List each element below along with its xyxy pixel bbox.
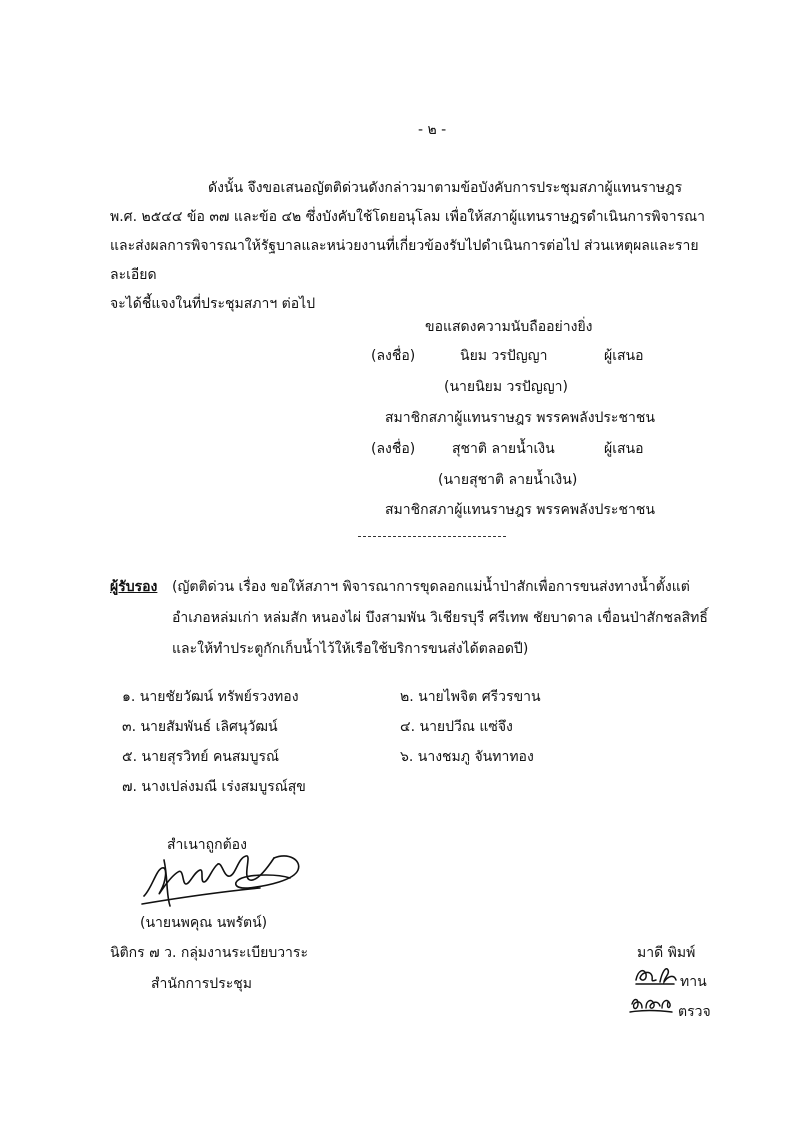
reviewed-label: ทาน bbox=[680, 974, 707, 990]
signed-label-2: (ลงชื่อ) bbox=[371, 441, 416, 457]
checker-initials bbox=[628, 994, 674, 1016]
endorser-item: ๕. นายสุรวิทย์ คนสมบูรณ์ bbox=[122, 749, 280, 765]
motion-line: (ญัตติด่วน เรื่อง ขอให้สภาฯ พิจารณาการขุดลอกแม่น้ำป่าสักเพื่อการขนส่งทางน้ำตั้งแต่ bbox=[172, 579, 690, 595]
motion-line: และให้ทำประตูกักเก็บน้ำไว้ให้เรือใช้บริการขนส่งได้ตลอดปี) bbox=[172, 641, 529, 657]
paragraph-line: พ.ศ. ๒๕๔๔ ข้อ ๓๗ และข้อ ๔๒ ซึ่งบังคับใช้โดยอนุโลม เพื่อให้สภาผู้แทนราษฎรดำเนินการพิจารณา bbox=[110, 209, 706, 225]
signer2-name: สุชาติ ลายน้ำเงิน bbox=[452, 441, 555, 457]
signer1-fullname: (นายนิยม วรปัญญา) bbox=[444, 379, 568, 395]
checked-label: ตรวจ bbox=[678, 1004, 711, 1020]
closing-respect: ขอแสดงความนับถืออย่างยิ่ง bbox=[425, 319, 593, 335]
paragraph-line bbox=[110, 174, 735, 203]
certifier-name: (นายนพคุณ นพรัตน์) bbox=[140, 915, 268, 931]
endorser-item: ๑. นายชัยวัฒน์ ทรัพย์รวงทอง bbox=[122, 689, 299, 705]
section-divider bbox=[358, 536, 506, 537]
reviewer-initials bbox=[634, 964, 678, 986]
motion-line: อำเภอหล่มเก่า หล่มสัก หนองไผ่ บึงสามพัน วิเชียรบุรี ศรีเทพ ชัยบาดาล เขื่อนป่าสักชลสิทธิ์ bbox=[172, 610, 708, 626]
paragraph-line: และส่งผลการพิจารณาให้รัฐบาลและหน่วยงานที่เกี่ยวข้องรับไปดำเนินการต่อไป ส่วนเหตุผลและรายละเอียด bbox=[110, 238, 699, 283]
proposer-label-2: ผู้เสนอ bbox=[604, 441, 644, 457]
endorser-item: ๒. นายไพจิต ศรีวรขาน bbox=[400, 689, 541, 705]
copy-correct-label: สำเนาถูกต้อง bbox=[167, 837, 247, 853]
typist-line: มาดี พิมพ์ bbox=[637, 945, 696, 961]
endorser-item: ๖. นางชมภู จันทาทอง bbox=[400, 749, 534, 765]
certifier-position: นิติกร ๗ ว. กลุ่มงานระเบียบวาระ bbox=[110, 945, 308, 961]
signer2-title: สมาชิกสภาผู้แทนราษฎร พรรคพลังประชาชน bbox=[385, 502, 655, 518]
paragraph-line-text: ดังนั้น จึงขอเสนอญัตติด่วนดังกล่าวมาตามข้อบังคับการประชุมสภาผู้แทนราษฎร bbox=[208, 180, 683, 196]
signer1-name: นิยม วรปัญญา bbox=[460, 348, 548, 364]
certifier-signature bbox=[138, 848, 308, 910]
office-name: สำนักการประชุม bbox=[151, 976, 252, 992]
main-paragraph bbox=[110, 174, 735, 319]
endorser-item: ๓. นายสัมพันธ์ เลิศนุวัฒน์ bbox=[122, 719, 278, 735]
signer2-fullname: (นายสุชาติ ลายน้ำเงิน) bbox=[438, 472, 578, 488]
endorsers-label: ผู้รับรอง bbox=[110, 579, 158, 595]
page-number: - ๒ - bbox=[418, 122, 447, 138]
signer1-title: สมาชิกสภาผู้แทนราษฎร พรรคพลังประชาชน bbox=[385, 410, 655, 426]
endorser-item: ๔. นายปวีณ แซ่จึง bbox=[400, 719, 513, 735]
paragraph-line: จะได้ชี้แจงในที่ประชุมสภาฯ ต่อไป bbox=[110, 296, 316, 312]
signed-label-1: (ลงชื่อ) bbox=[371, 348, 416, 364]
proposer-label-1: ผู้เสนอ bbox=[604, 348, 644, 364]
endorser-item: ๗. นางเปล่งมณี เร่งสมบูรณ์สุข bbox=[122, 779, 306, 795]
